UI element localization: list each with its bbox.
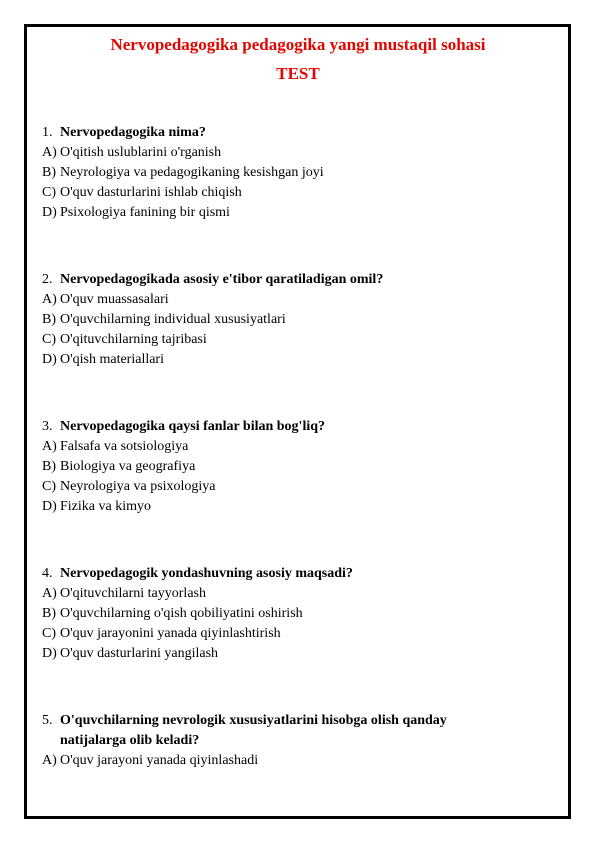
document-subtitle: TEST — [276, 64, 320, 83]
answer-option[interactable] — [42, 203, 512, 223]
option-text: O'quv dasturlarini yangilash — [60, 646, 219, 661]
question-2 — [42, 270, 512, 370]
option-letter: C) — [42, 332, 56, 347]
option-text: Fizika va kimyo — [60, 499, 151, 514]
document-title: Nervopedagogika pedagogika yangi mustaqil sohasi — [110, 35, 486, 54]
option-letter: A) — [42, 586, 57, 601]
question-line — [42, 564, 512, 584]
answer-option[interactable] — [42, 183, 512, 203]
question-line — [42, 123, 512, 143]
option-text: Psixologiya fanining bir qismi — [60, 205, 230, 220]
option-letter: B) — [42, 165, 56, 180]
option-text: Falsafa va sotsiologiya — [60, 439, 189, 454]
answer-option[interactable] — [42, 330, 512, 350]
option-text: O'quvchilarning o'qish qobiliyatini oshirish — [60, 606, 303, 621]
question-number: 1. — [42, 125, 53, 140]
answer-option[interactable] — [42, 604, 512, 624]
option-text: Neyrologiya va psixologiya — [60, 479, 216, 494]
option-letter: C) — [42, 479, 56, 494]
question-line — [42, 270, 512, 290]
option-text: O'qituvchilarning tajribasi — [60, 332, 207, 347]
option-text: O'qituvchilarni tayyorlash — [60, 586, 206, 601]
option-letter: A) — [42, 292, 57, 307]
option-letter: C) — [42, 185, 56, 200]
option-letter: A) — [42, 145, 57, 160]
option-text: O'quv jarayoni yanada qiyinlashadi — [60, 753, 259, 768]
question-line — [42, 711, 512, 751]
option-letter: B) — [42, 459, 56, 474]
option-letter: B) — [42, 606, 56, 621]
answer-option[interactable] — [42, 477, 512, 497]
question-line — [42, 417, 512, 437]
question-number: 3. — [42, 419, 53, 434]
answer-option[interactable] — [42, 751, 512, 771]
question-1 — [42, 123, 512, 223]
option-text: Biologiya va geografiya — [60, 459, 196, 474]
answer-option[interactable] — [42, 457, 512, 477]
option-letter: D) — [42, 205, 57, 220]
option-text: O'quvchilarning individual xususiyatlari — [60, 312, 286, 327]
option-letter: B) — [42, 312, 56, 327]
answer-option[interactable] — [42, 143, 512, 163]
option-text: Neyrologiya va pedagogikaning kesishgan joyi — [60, 165, 324, 180]
answer-option[interactable] — [42, 584, 512, 604]
option-letter: D) — [42, 646, 57, 661]
answer-option[interactable] — [42, 624, 512, 644]
answer-option[interactable] — [42, 290, 512, 310]
answer-option[interactable] — [42, 310, 512, 330]
option-text: O'qitish uslublarini o'rganish — [60, 145, 222, 160]
option-text: O'qish materiallari — [60, 352, 164, 367]
answer-option[interactable] — [42, 163, 512, 183]
answer-option[interactable] — [42, 437, 512, 457]
question-text: Nervopedagogika qaysi fanlar bilan bog'liq? — [60, 419, 326, 434]
question-text: Nervopedagogikada asosiy e'tibor qaratiladigan omil? — [60, 272, 384, 287]
option-text: O'quv dasturlarini ishlab chiqish — [60, 185, 242, 200]
option-text: O'quv muassasalari — [60, 292, 169, 307]
question-number: 4. — [42, 566, 53, 581]
question-text: Nervopedagogik yondashuvning asosiy maqsadi? — [60, 566, 353, 581]
question-3 — [42, 417, 512, 517]
question-number: 2. — [42, 272, 53, 287]
option-letter: A) — [42, 439, 57, 454]
option-letter: D) — [42, 499, 57, 514]
question-number: 5. — [42, 713, 53, 728]
question-5 — [42, 711, 512, 771]
question-text: O'quvchilarning nevrologik xususiyatlarini hisobga olish qanday natijalarga olib keladi? — [60, 713, 447, 748]
option-letter: A) — [42, 753, 57, 768]
question-4 — [42, 564, 512, 664]
answer-option[interactable] — [42, 497, 512, 517]
answer-option[interactable] — [42, 644, 512, 664]
question-text: Nervopedagogika nima? — [60, 125, 206, 140]
option-letter: C) — [42, 626, 56, 641]
option-text: O'quv jarayonini yanada qiyinlashtirish — [60, 626, 281, 641]
answer-option[interactable] — [42, 350, 512, 370]
option-letter: D) — [42, 352, 57, 367]
